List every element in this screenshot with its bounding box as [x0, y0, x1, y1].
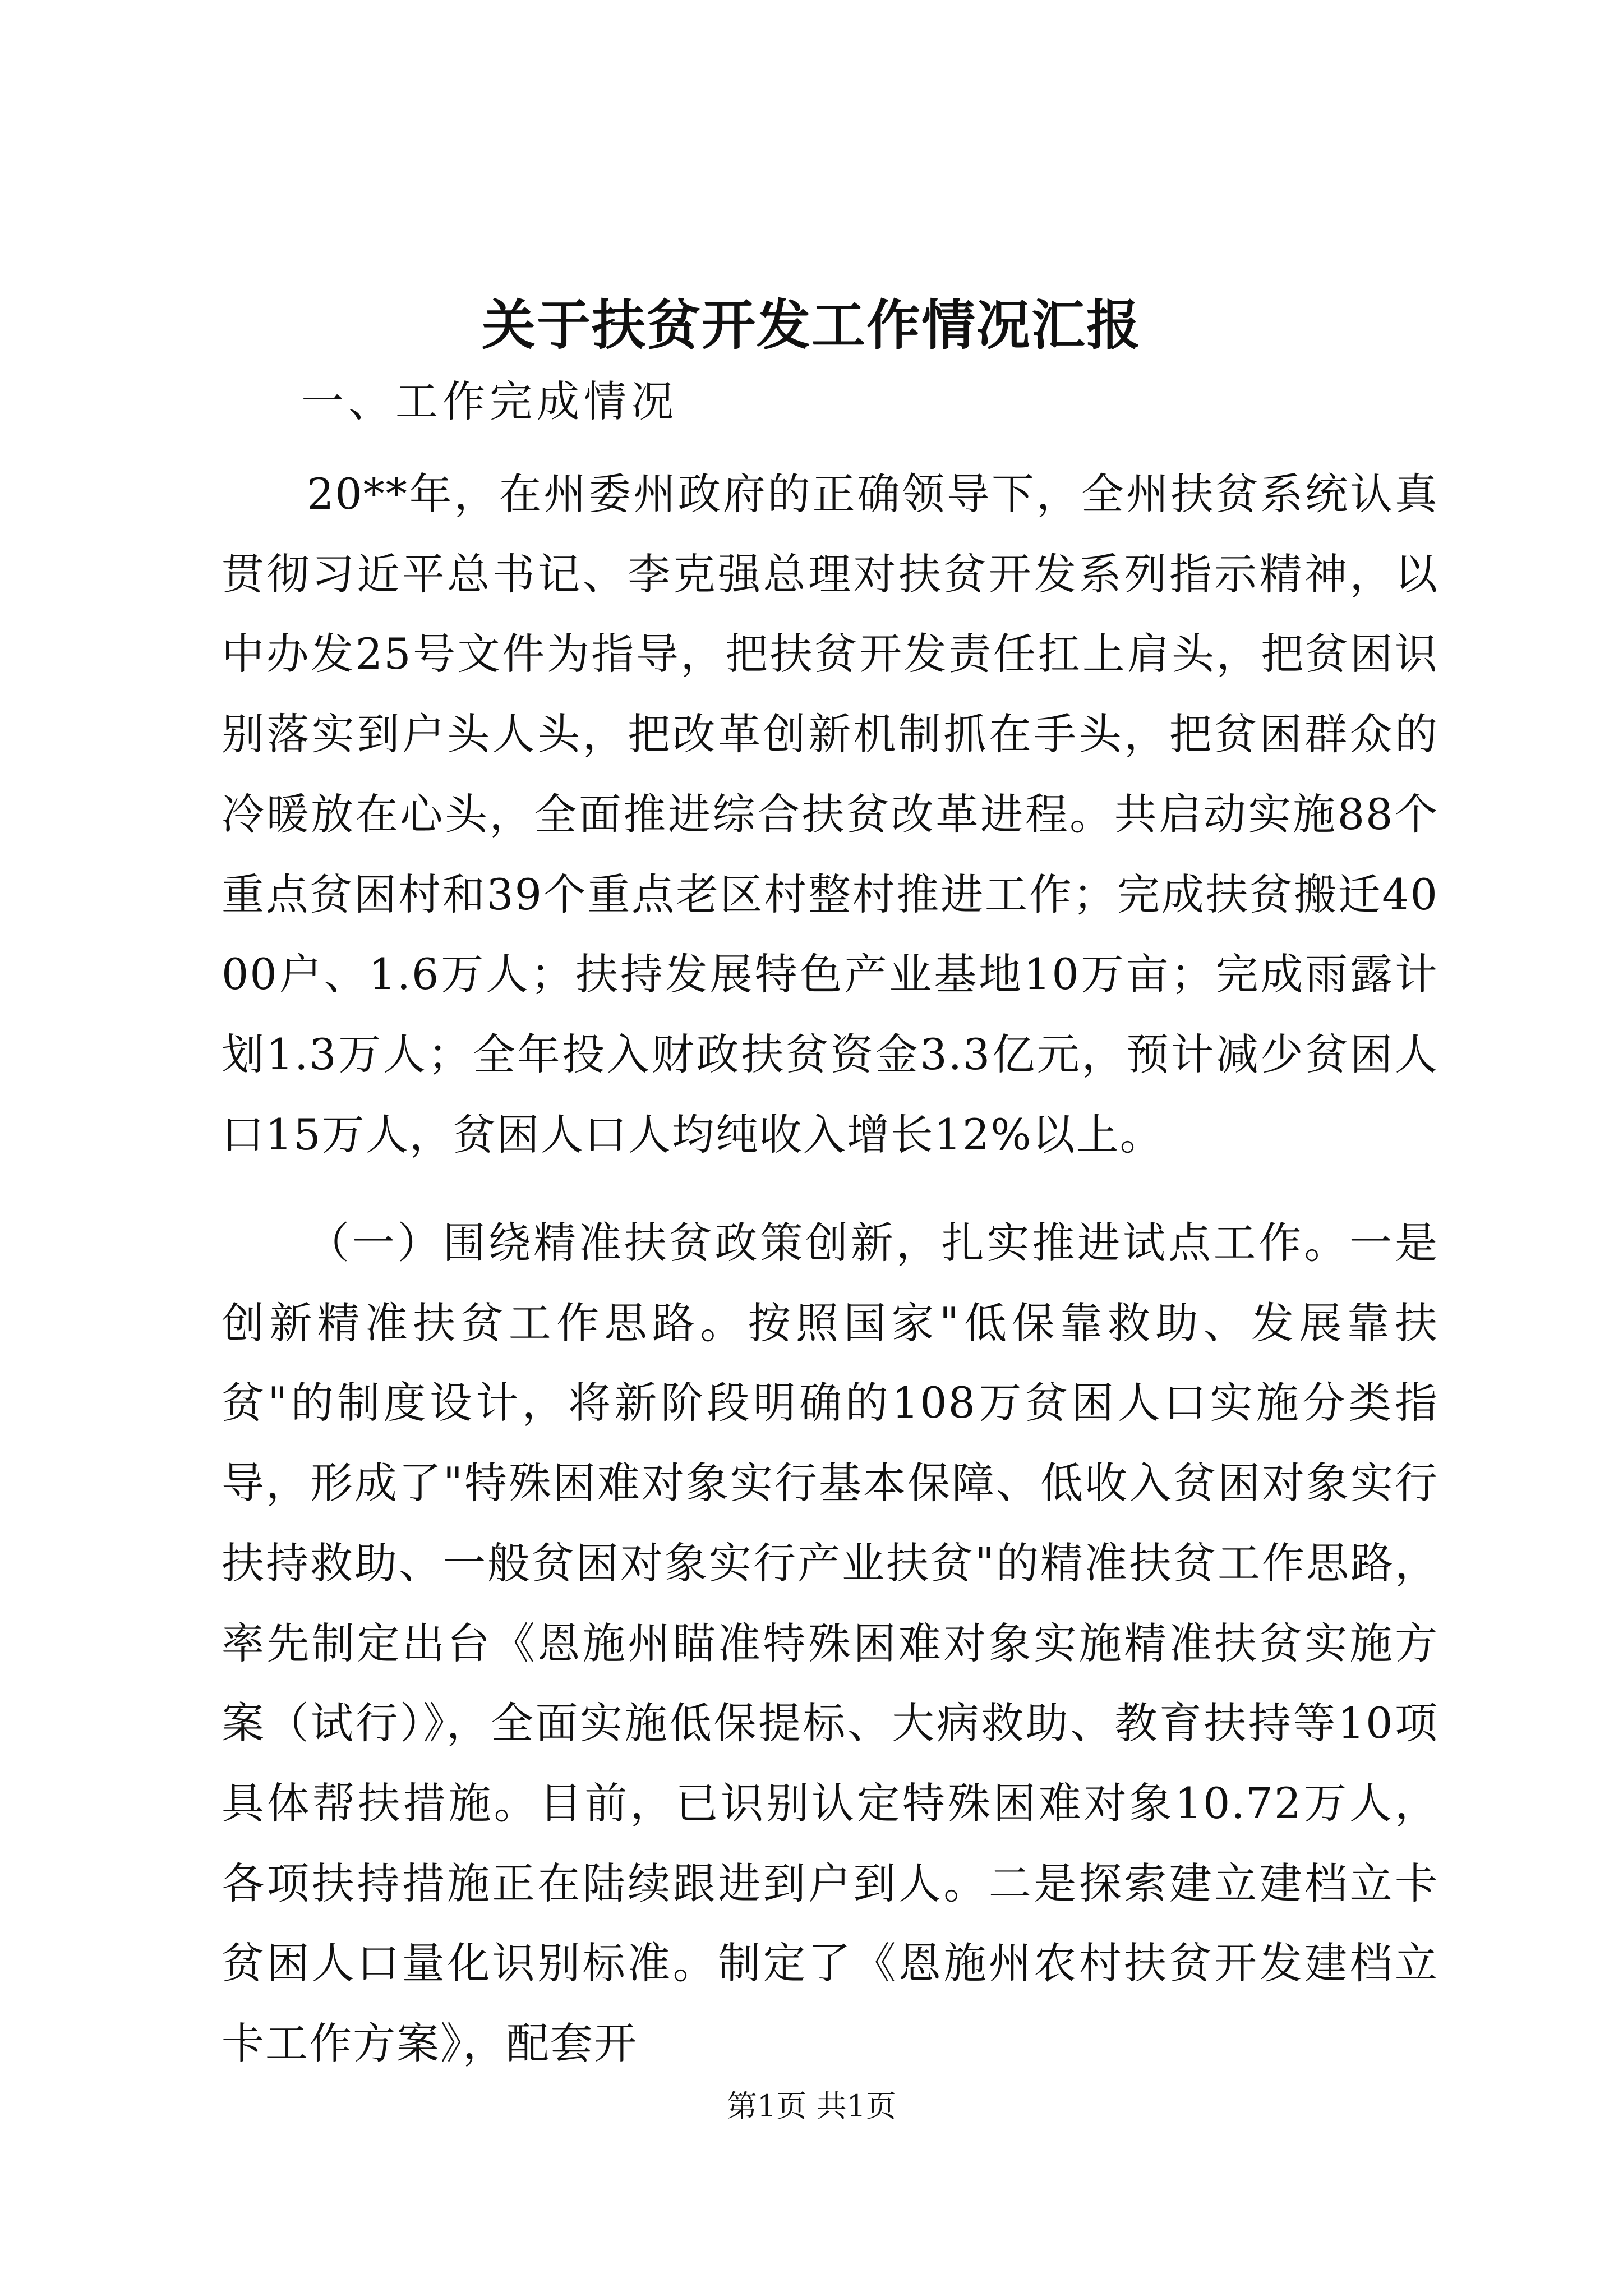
body-paragraph-1: 20**年，在州委州政府的正确领导下，全州扶贫系统认真贯彻习近平总书记、李克强总理对扶贫开发系列指示精神，以中办发25号文件为指导，把扶贫开发责任扛上肩头，把贫困识别落实到户头人头，把改革创新机制抓在手头，把贫困群众的冷暖放在心头，全面推进综合扶贫改革进程。共启动实施88个重点贫困村和39个重点老区村整村推进工作；完成扶贫搬迁4000户、1.6万人；扶持发展特色产业基地10万亩；完成雨露计划1.3万人；全年投入财政扶贫资金3.3亿元，预计减少贫困人口15万人，贫困人口人均纯收入增长12%以上。 — [222, 469, 1438, 1159]
document-title: 关于扶贫开发工作情况汇报 — [482, 293, 1141, 357]
body-paragraph-2: （一）围绕精准扶贫政策创新，扎实推进试点工作。一是创新精准扶贫工作思路。按照国家"低保靠救助、发展靠扶贫"的制度设计，将新阶段明确的108万贫困人口实施分类指导，形成了"特殊困难对象实行基本保障、低收入贫困对象实行扶持救助、一般贫困对象实行产业扶贫"的精准扶贫工作思路，率先制定出台《恩施州瞄准特殊困难对象实施精准扶贫实施方案（试行）》，全面实施低保提标、大病救助、教育扶持等10项具体帮扶措施。目前，已识别认定特殊困难对象10.72万人，各项扶持措施正在陆续跟进到户到人。二是探索建立建档立卡贫困人口量化识别标准。制定了《恩施州农村扶贫开发建档立卡工作方案》，配套开 — [222, 1218, 1438, 2069]
page-footer: 第1页 共1页 — [727, 2088, 896, 2124]
section-heading: 一、工作完成情况 — [301, 376, 678, 426]
